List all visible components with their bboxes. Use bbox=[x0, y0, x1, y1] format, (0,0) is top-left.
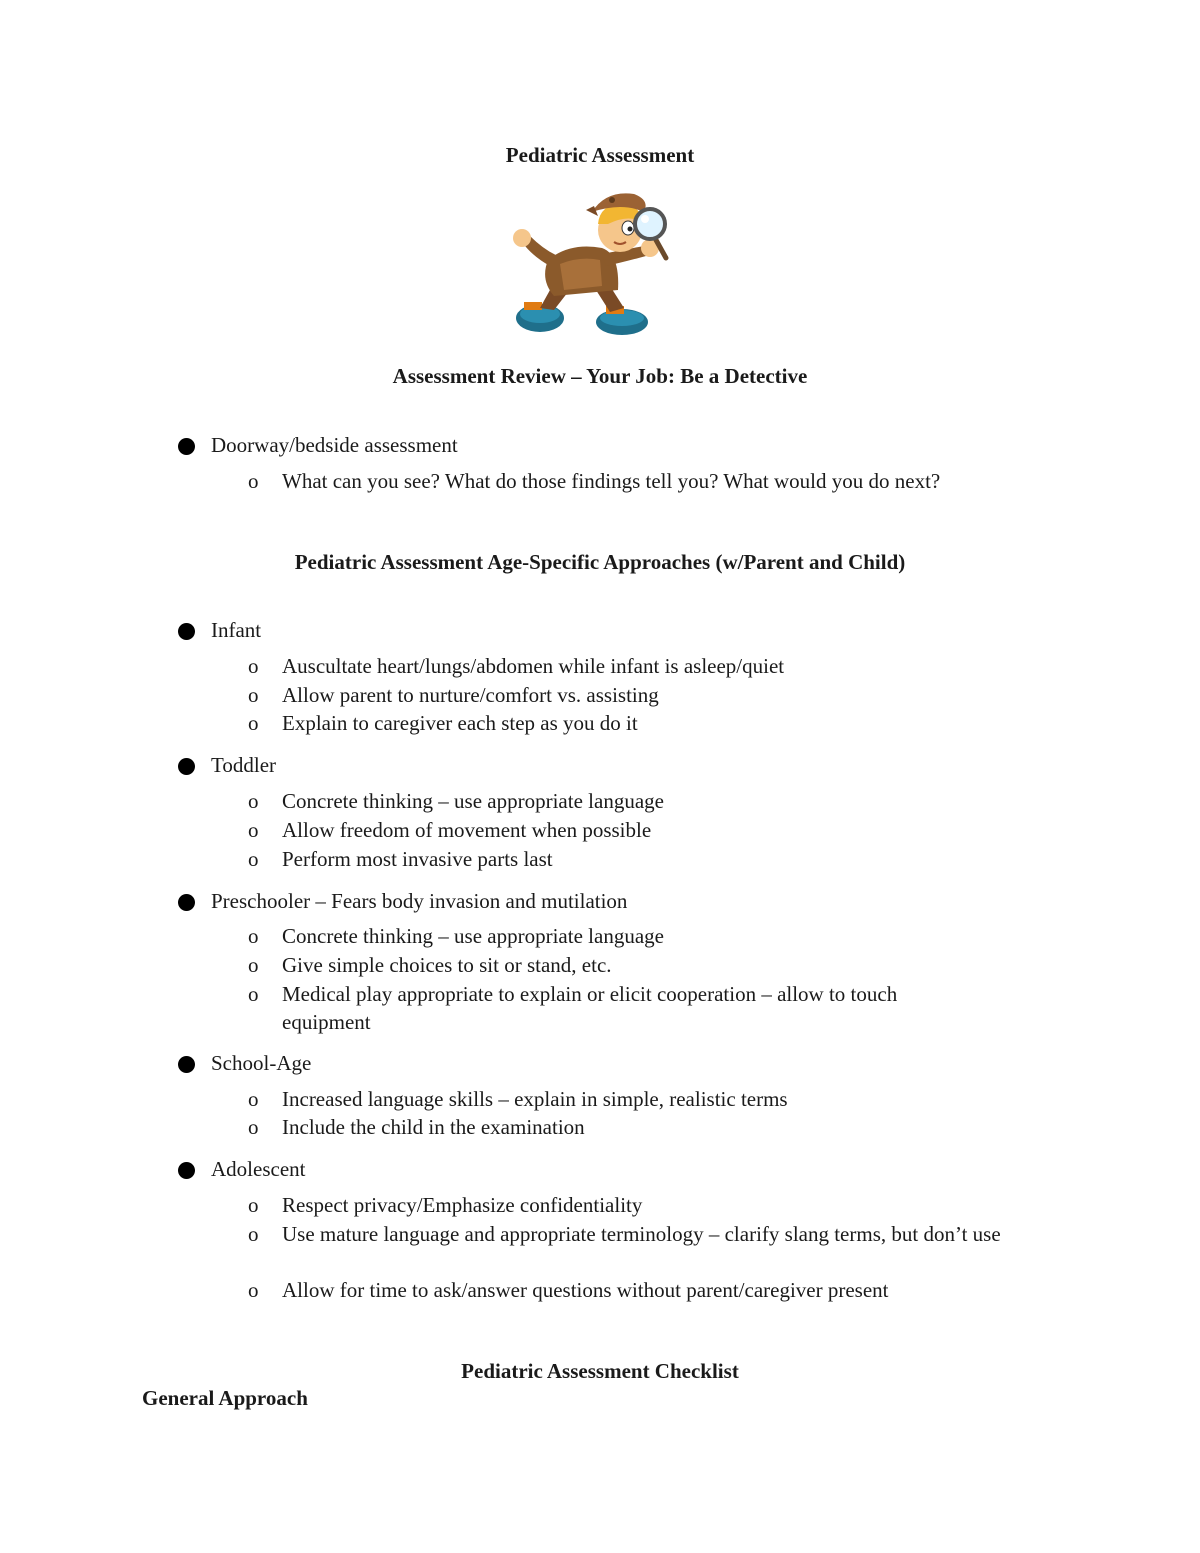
sub-item-text: Concrete thinking – use appropriate language bbox=[282, 924, 664, 948]
bullet-label: Doorway/bedside assessment bbox=[211, 433, 458, 457]
sub-item bbox=[248, 787, 1068, 815]
bullet-dot-icon bbox=[178, 894, 195, 911]
approaches-heading: Pediatric Assessment Age-Specific Approaches (w/Parent and Child) bbox=[294, 550, 906, 574]
bullet-label: School-Age bbox=[211, 1051, 312, 1075]
page-title: Pediatric Assessment bbox=[505, 143, 695, 167]
sub-item-text: Allow parent to nurture/comfort vs. assisting bbox=[282, 683, 659, 707]
sub-item bbox=[248, 1276, 1068, 1304]
sub-item bbox=[248, 1085, 1068, 1113]
sub-item bbox=[248, 845, 1068, 873]
checklist-heading: Pediatric Assessment Checklist bbox=[461, 1359, 739, 1383]
bullet-dot-icon bbox=[178, 1056, 195, 1073]
bullet-dot-icon bbox=[178, 623, 195, 640]
sub-item-text: What can you see? What do those findings tell you? What would you do next? bbox=[282, 469, 941, 493]
sub-item-text: Include the child in the examination bbox=[282, 1115, 585, 1139]
sub-marker: o bbox=[248, 469, 259, 493]
sub-item-text: Auscultate heart/lungs/abdomen while infant is asleep/quiet bbox=[282, 654, 785, 678]
sub-item-text: Perform most invasive parts last bbox=[282, 847, 553, 871]
sub-item bbox=[248, 467, 1068, 495]
bullet-dot-icon bbox=[178, 438, 195, 455]
sub-item-text: Allow freedom of movement when possible bbox=[282, 818, 652, 842]
bullet-dot-icon bbox=[178, 1162, 195, 1179]
sub-item-text: Increased language skills – explain in simple, realistic terms bbox=[282, 1087, 788, 1111]
sub-item bbox=[248, 980, 968, 1036]
sub-marker: o bbox=[248, 1115, 259, 1139]
sub-marker: o bbox=[248, 1087, 259, 1111]
sub-item bbox=[248, 816, 1068, 844]
sub-item bbox=[248, 1191, 1068, 1219]
sub-item-text: Concrete thinking – use appropriate language bbox=[282, 789, 664, 813]
sub-item-text: Medical play appropriate to explain or elicit cooperation – allow to touch equipment bbox=[282, 982, 898, 1034]
sub-item-text: Use mature language and appropriate terminology – clarify slang terms, but don’t use bbox=[282, 1222, 1001, 1246]
sub-item bbox=[248, 681, 1068, 709]
sub-item-text: Give simple choices to sit or stand, etc. bbox=[282, 953, 612, 977]
sub-marker: o bbox=[248, 1193, 259, 1217]
sub-marker: o bbox=[248, 654, 259, 678]
sub-item-text: Explain to caregiver each step as you do it bbox=[282, 711, 638, 735]
general-approach-heading: General Approach bbox=[142, 1386, 308, 1410]
sub-item bbox=[248, 922, 1068, 950]
bullet-label: Toddler bbox=[211, 753, 277, 777]
sub-item bbox=[248, 652, 1068, 680]
sub-marker: o bbox=[248, 818, 259, 842]
sub-marker: o bbox=[248, 711, 259, 735]
review-heading: Assessment Review – Your Job: Be a Detective bbox=[392, 364, 808, 388]
bullet-label: Infant bbox=[211, 618, 262, 642]
sub-item bbox=[248, 1220, 1068, 1248]
detective-boy-with-magnifying-glass-icon bbox=[510, 190, 690, 340]
bullet-dot-icon bbox=[178, 758, 195, 775]
sub-marker: o bbox=[248, 982, 259, 1006]
sub-marker: o bbox=[248, 683, 259, 707]
sub-marker: o bbox=[248, 953, 259, 977]
sub-marker: o bbox=[248, 847, 259, 871]
sub-item-text: Allow for time to ask/answer questions without parent/caregiver present bbox=[282, 1278, 889, 1302]
sub-marker: o bbox=[248, 924, 259, 948]
sub-item-text: Respect privacy/Emphasize confidentiality bbox=[282, 1193, 643, 1217]
sub-item bbox=[248, 709, 1068, 737]
sub-marker: o bbox=[248, 1278, 259, 1302]
sub-item bbox=[248, 1113, 1068, 1141]
bullet-label: Adolescent bbox=[211, 1157, 306, 1181]
bullet-label: Preschooler – Fears body invasion and mutilation bbox=[211, 889, 628, 913]
sub-marker: o bbox=[248, 789, 259, 813]
sub-item bbox=[248, 951, 1068, 979]
sub-marker: o bbox=[248, 1222, 259, 1246]
